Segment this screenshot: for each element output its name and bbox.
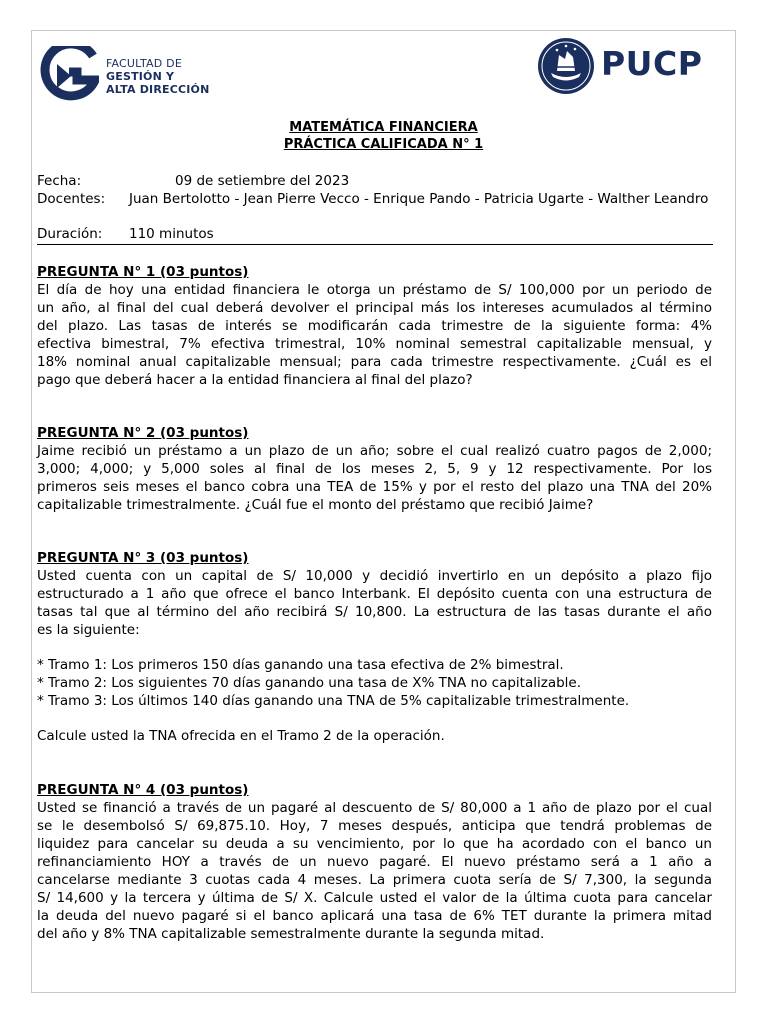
question-3-line: es la siguiente: [37, 622, 140, 638]
question-3-line: estructurado a 1 año que ofrece el banco Interbank. El depósito cuenta con una estructura de [37, 586, 712, 602]
question-2-line: primeros seis meses el banco cobra una TEA de 15% y por el resto del plazo una TNA del 20% [37, 479, 712, 495]
question-3-closing: Calcule usted la TNA ofrecida en el Tramo 2 de la operación. [37, 728, 445, 744]
faculty-logo-line3: ALTA DIRECCIÓN [106, 83, 210, 96]
tramo-item: * Tramo 3: Los últimos 140 días ganando una TNA de 5% capitalizable trimestralmente. [37, 693, 630, 709]
question-1-line: un año, al final del cual deberá devolver el principal más los intereses acumulados al término [37, 300, 712, 316]
question-1-line: del plazo. Las tasas de interés se modificarán cada trimestre de la siguiente forma: 4% [37, 318, 712, 334]
question-4-line: refinanciamiento HOY a través de un nuevo pagaré. El nuevo préstamo será a 1 año a [37, 854, 712, 870]
exam-title: PRÁCTICA CALIFICADA N° 1 [283, 137, 484, 152]
duracion-value: 110 minutos [129, 226, 214, 242]
question-4-line: S/ 14,600 y la tercera y última de S/ X. Calcule usted el valor de la última cuota para cancelar [37, 890, 712, 906]
pucp-seal-icon [537, 37, 595, 95]
course-title: MATEMÁTICA FINANCIERA [289, 120, 478, 135]
pucp-logo [537, 37, 727, 93]
faculty-g-icon [37, 46, 99, 102]
question-4-line: se le desembolsó S/ 69,875.10. Hoy, 7 meses después, anticipa que tendrá problemas de [37, 818, 712, 834]
question-4-line: Usted se financió a través de un pagaré al descuento de S/ 80,000 a 1 año de plazo por el cual [37, 800, 712, 816]
duracion-label: Duración: [37, 226, 103, 242]
question-4-text [37, 799, 712, 943]
exam-page [31, 30, 736, 993]
question-1 [37, 263, 712, 389]
question-2-line: 3,000; 4,000; y 5,000 soles al final de los meses 2, 5, 9 y 12 respectivamente. Por los [37, 461, 712, 477]
docentes-label: Docentes: [37, 191, 106, 207]
question-1-line: pago que deberá hacer a la entidad financiera al final del plazo? [37, 372, 473, 388]
question-2-line: Jaime recibió un préstamo a un plazo de un año; sobre el cual realizó cuatro pagos de 2,000; [37, 443, 712, 459]
docentes-value: Juan Bertolotto - Jean Pierre Vecco - Enrique Pando - Patricia Ugarte - Walther Leandro [129, 191, 709, 207]
fecha-label: Fecha: [37, 173, 82, 189]
question-1-line: efectiva bimestral, 7% efectiva trimestral, 10% nominal semestral capitalizable mensual, y [37, 336, 712, 352]
tramo-item: * Tramo 1: Los primeros 150 días ganando una tasa efectiva de 2% bimestral. [37, 657, 564, 673]
question-1-heading: PREGUNTA N° 1 (03 puntos) [37, 264, 249, 280]
question-1-text [37, 281, 712, 389]
question-2 [37, 424, 712, 514]
pucp-wordmark: PUCP [601, 44, 703, 83]
question-4-heading: PREGUNTA N° 4 (03 puntos) [37, 782, 249, 798]
question-3-text [37, 567, 712, 745]
question-1-line: El día de hoy una entidad financiera le otorga un préstamo de S/ 100,000 por un periodo de [37, 282, 712, 298]
faculty-logo-line2: GESTIÓN Y [106, 70, 175, 83]
question-4-line: cancelarse mediante 3 cuotas cada 4 meses. La primera cuota sería de S/ 7,300, la segunda [37, 872, 712, 888]
question-4-line: liquidez para cancelar su deuda a su vencimiento, por lo que ha acordado con el banco un [37, 836, 712, 852]
question-3-line: Usted cuenta con un capital de S/ 10,000 y decidió invertirlo en un depósito a plazo fijo [37, 568, 712, 584]
header-divider [37, 244, 713, 245]
question-2-text [37, 442, 712, 514]
question-2-heading: PREGUNTA N° 2 (03 puntos) [37, 425, 249, 441]
faculty-logo [37, 46, 237, 106]
question-4-line: la deuda del nuevo pagaré si el banco aplicará una tasa de 6% TET durante la primera mitad [37, 908, 712, 924]
faculty-logo-line1: FACULTAD DE [106, 57, 182, 70]
tramo-item: * Tramo 2: Los siguientes 70 días ganando una tasa de X% TNA no capitalizable. [37, 675, 582, 691]
question-3-line: tasas tal que al término del año recibirá S/ 10,800. La estructura de las tasas durante el año [37, 604, 712, 620]
question-3 [37, 549, 712, 745]
fecha-value: 09 de setiembre del 2023 [175, 173, 350, 189]
question-4 [37, 781, 712, 943]
question-1-line: 18% nominal anual capitalizable mensual; para cada trimestre respectivamente. ¿Cuál es el [37, 354, 712, 370]
question-2-line: capitalizable trimestralmente. ¿Cuál fue el monto del préstamo que recibió Jaime? [37, 497, 594, 513]
question-3-heading: PREGUNTA N° 3 (03 puntos) [37, 550, 249, 566]
question-4-line: del año y 8% TNA capitalizable semestralmente durante la segunda mitad. [37, 926, 545, 942]
